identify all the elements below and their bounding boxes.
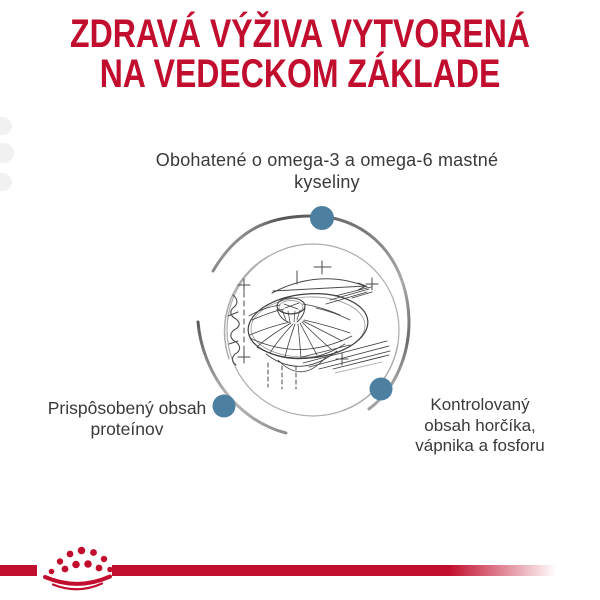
callout-protein-line1: Prispôsobený obsah bbox=[47, 398, 207, 418]
signature-squiggle bbox=[228, 295, 240, 365]
kibble-sketch-diagram bbox=[150, 200, 430, 445]
page-title-line1: ZDRAVÁ VÝŽIVA VYTVORENÁ bbox=[70, 12, 530, 56]
callout-minerals-line3: vápnika a fosforu bbox=[415, 436, 545, 455]
hatching-strokes bbox=[302, 287, 390, 373]
marker-dot-minerals bbox=[370, 378, 393, 401]
callout-omega-line1: Obohatené o omega-3 a omega-6 mastné bbox=[155, 150, 499, 170]
callout-protein-line2: proteínov bbox=[90, 419, 164, 439]
marker-dot-omega bbox=[310, 206, 334, 230]
royal-canin-crown-icon bbox=[40, 543, 114, 593]
callout-omega-line2: kyseliny bbox=[294, 171, 360, 192]
marker-dot-protein bbox=[213, 395, 236, 418]
footer-rule-left bbox=[0, 565, 37, 576]
kibble-sketch bbox=[245, 287, 390, 373]
page-title-line2: NA VEDECKOM ZÁKLADE bbox=[99, 52, 501, 96]
callout-omega bbox=[156, 150, 498, 193]
footer-rule-right bbox=[112, 565, 580, 576]
page-title bbox=[0, 14, 600, 94]
callout-minerals bbox=[415, 395, 544, 457]
callout-minerals-line1: Kontrolovaný bbox=[430, 395, 530, 414]
callout-minerals-line2: obsah horčíka, bbox=[424, 415, 536, 435]
dimension-marks bbox=[238, 261, 378, 389]
crown-watermark-icon bbox=[0, 112, 18, 202]
